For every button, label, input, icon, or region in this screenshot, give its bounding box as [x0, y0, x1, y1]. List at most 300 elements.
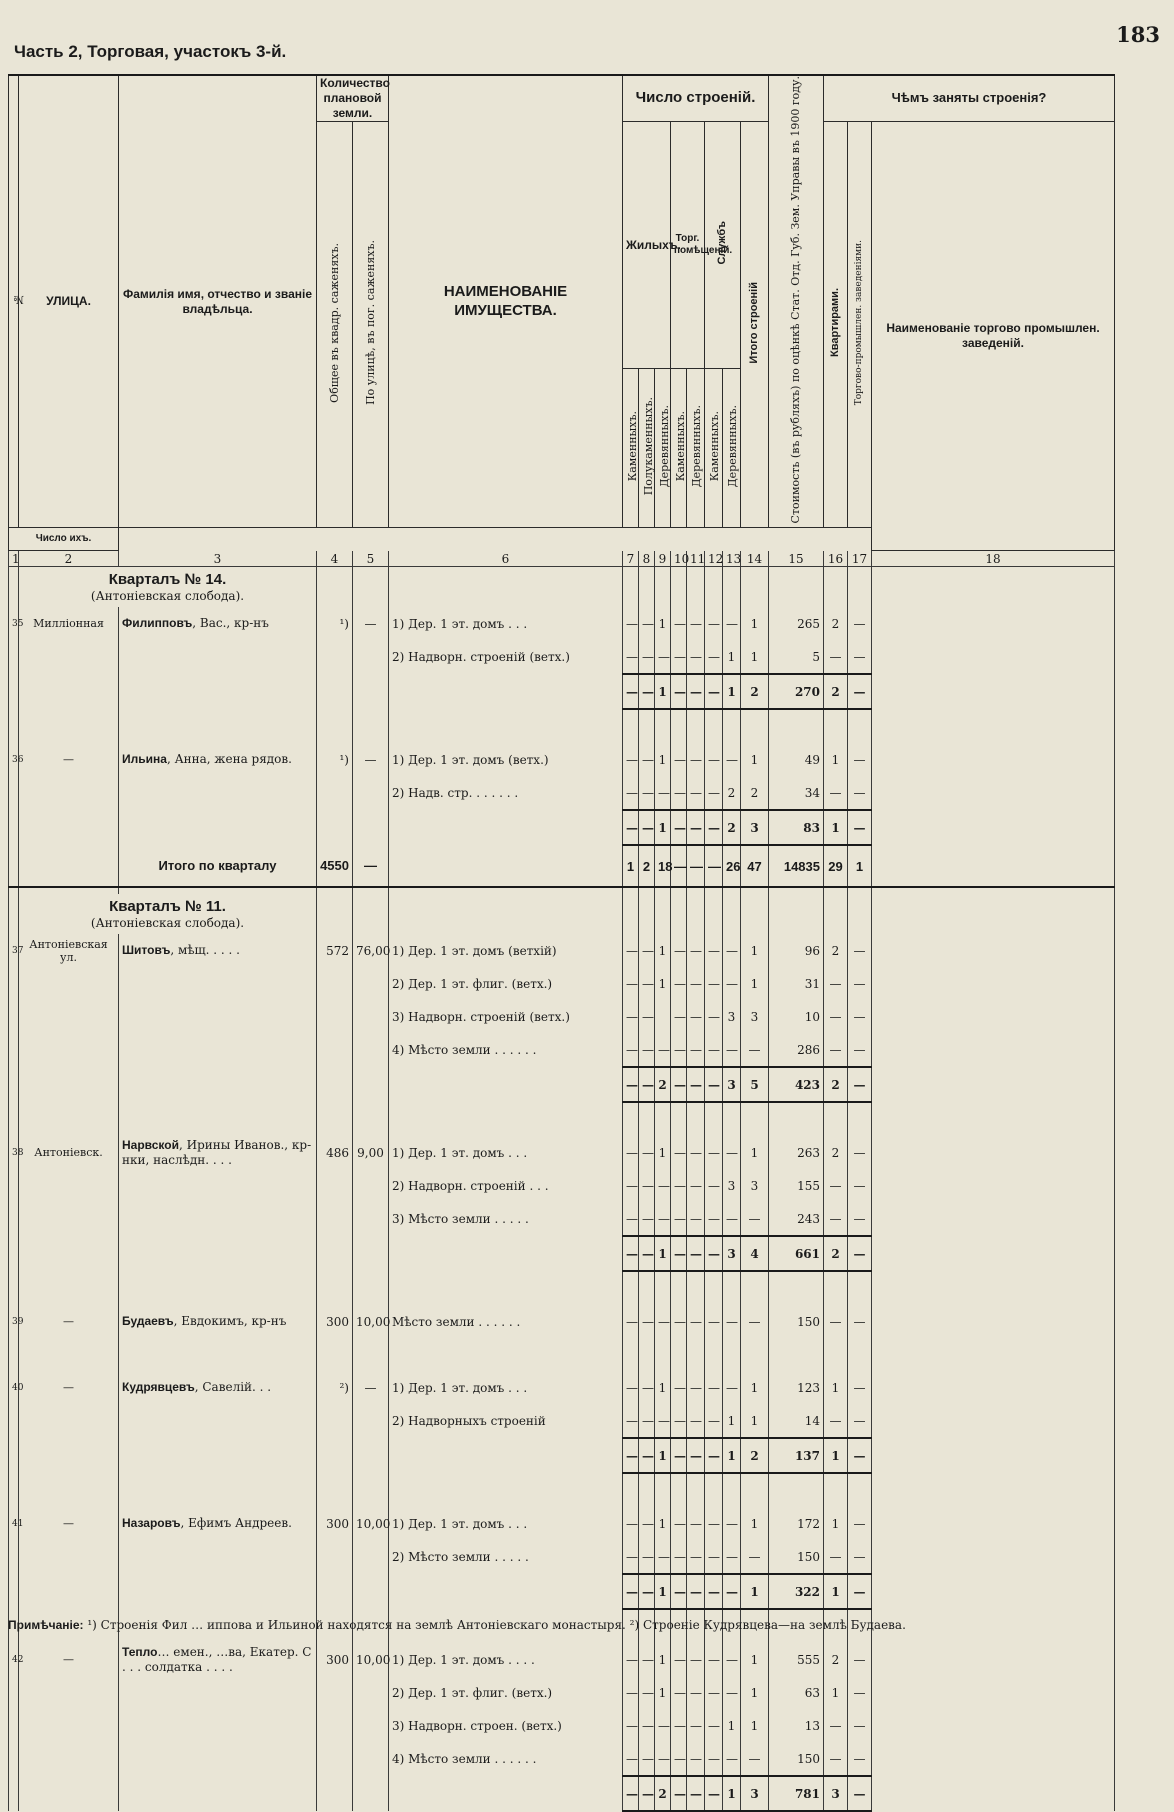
building-count-cell: —: [687, 640, 705, 674]
col-buildings-header: Число строеній.: [623, 75, 769, 122]
cell-empty: [872, 1338, 1115, 1371]
cell-empty: [705, 894, 723, 934]
building-count-cell: —: [705, 1000, 723, 1033]
owner-surname: Кудрявцевъ: [122, 1380, 195, 1395]
building-count-cell: —: [705, 640, 723, 674]
building-count-cell: —: [639, 1136, 655, 1169]
cell-empty: [389, 1102, 623, 1136]
owner-cell: [119, 934, 317, 967]
building-count-cell: —: [671, 1776, 687, 1811]
cell-empty: [655, 567, 671, 608]
street-cell: [19, 810, 119, 845]
land-street-cell: —: [353, 845, 389, 887]
building-count-cell: —: [623, 776, 639, 810]
building-count-cell: —: [705, 1742, 723, 1776]
land-total-cell: [317, 1169, 353, 1202]
building-count-cell: —: [687, 1305, 705, 1338]
building-count-cell: —: [623, 1709, 639, 1742]
land-total-cell: [317, 1404, 353, 1438]
property-cell: [389, 1438, 623, 1473]
cell-empty: [353, 1102, 389, 1136]
building-count-cell: —: [655, 1709, 671, 1742]
building-count-cell: —: [723, 1676, 741, 1709]
land-street-cell: [353, 1202, 389, 1236]
apartments-cell: 2: [824, 1643, 848, 1676]
building-count-cell: 1: [741, 1507, 769, 1540]
table-row: [9, 1676, 1115, 1709]
building-count-cell: 3: [723, 1236, 741, 1271]
building-count-cell: 1: [741, 1574, 769, 1609]
property-register-table: [8, 74, 1115, 1812]
property-cell: 1) Дер. 1 эт. домъ . . .: [389, 1371, 623, 1404]
building-count-cell: —: [705, 1371, 723, 1404]
entry-number: [9, 1067, 19, 1102]
apartments-cell: 29: [824, 845, 848, 887]
land-street-cell: [353, 810, 389, 845]
cell-empty: [824, 1338, 848, 1371]
building-count-cell: —: [687, 1540, 705, 1574]
building-count-cell: —: [655, 1305, 671, 1338]
cell-empty: [389, 1338, 623, 1371]
land-total-cell: ¹): [317, 607, 353, 640]
street-cell: —: [19, 1507, 119, 1540]
entry-number: 36: [9, 743, 19, 776]
building-count-cell: —: [705, 1438, 723, 1473]
footnote: [8, 1618, 1158, 1632]
cell-empty: [623, 1338, 639, 1371]
owner-cell: [119, 1067, 317, 1102]
building-count-cell: 18: [655, 845, 671, 887]
cell-empty: [317, 887, 353, 894]
cell-empty: [623, 894, 639, 934]
table-row: [9, 1507, 1115, 1540]
building-count-cell: —: [687, 776, 705, 810]
column-number: 11: [687, 551, 705, 567]
street-cell: [19, 1709, 119, 1742]
building-count-cell: —: [671, 674, 687, 709]
building-count-cell: —: [639, 1404, 655, 1438]
building-count-cell: 1: [655, 1574, 671, 1609]
building-count-cell: 1: [741, 1643, 769, 1676]
land-total-cell: [317, 1236, 353, 1271]
property-cell: 1) Дер. 1 эт. домъ (ветх.): [389, 743, 623, 776]
building-count-cell: —: [741, 1305, 769, 1338]
land-total-cell: ¹): [317, 743, 353, 776]
entry-number: [9, 1742, 19, 1776]
building-count-cell: —: [705, 1507, 723, 1540]
building-count-cell: —: [687, 1438, 705, 1473]
apartments-cell: —: [824, 1000, 848, 1033]
building-count-cell: —: [623, 1033, 639, 1067]
apartments-cell: 3: [824, 1776, 848, 1811]
entry-number: [9, 1202, 19, 1236]
cell-empty: [9, 1473, 19, 1507]
trade-names-cell: [872, 1136, 1115, 1169]
cell-empty: [872, 1473, 1115, 1507]
trade-names-cell: [872, 1507, 1115, 1540]
value-cell: 14: [769, 1404, 824, 1438]
cell-empty: [119, 709, 317, 743]
land-street-cell: [353, 1776, 389, 1811]
column-number: 4: [317, 551, 353, 567]
building-count-cell: —: [687, 934, 705, 967]
street-cell: [19, 845, 119, 887]
building-count-cell: 3: [741, 810, 769, 845]
cell-empty: [769, 894, 824, 934]
building-count-cell: 3: [741, 1776, 769, 1811]
trade-names-cell: [872, 810, 1115, 845]
owner-cell: [119, 1507, 317, 1540]
trade-ind-cell: —: [848, 1776, 872, 1811]
property-cell: [389, 1236, 623, 1271]
building-count-cell: —: [639, 1507, 655, 1540]
building-count-cell: —: [723, 934, 741, 967]
col-street-header: УЛИЦА.: [19, 75, 119, 528]
column-number: 16: [824, 551, 848, 567]
cell-empty: [19, 1102, 119, 1136]
subtotal-row: [9, 1236, 1115, 1271]
building-count-cell: —: [639, 743, 655, 776]
trade-names-cell: [872, 1742, 1115, 1776]
column-number: 6: [389, 551, 623, 567]
building-count-cell: —: [671, 1202, 687, 1236]
building-count-cell: —: [623, 1236, 639, 1271]
spacer-row: [9, 1338, 1115, 1371]
owner-cell: [119, 776, 317, 810]
owner-cell: [119, 1033, 317, 1067]
land-total-cell: 300: [317, 1507, 353, 1540]
cell-empty: [741, 894, 769, 934]
building-count-cell: —: [639, 1742, 655, 1776]
building-count-cell: —: [705, 607, 723, 640]
land-total-cell: [317, 967, 353, 1000]
owner-cell: [119, 607, 317, 640]
cell-empty: [119, 1271, 317, 1305]
apartments-cell: 1: [824, 810, 848, 845]
table-row: [9, 1540, 1115, 1574]
building-count-cell: —: [723, 1574, 741, 1609]
cell-empty: [317, 894, 353, 934]
cell-empty: [389, 887, 623, 894]
trade-names-cell: [872, 1236, 1115, 1271]
building-count-cell: —: [639, 1000, 655, 1033]
building-count-cell: —: [687, 1574, 705, 1609]
property-cell: 1) Дер. 1 эт. домъ . . .: [389, 1507, 623, 1540]
trade-ind-cell: —: [848, 1507, 872, 1540]
cell-empty: [769, 1338, 824, 1371]
cell-empty: [723, 894, 741, 934]
cell-empty: [353, 1271, 389, 1305]
col-res-stone: Каменныхъ.: [623, 369, 639, 528]
trade-ind-cell: —: [848, 967, 872, 1000]
building-count-cell: —: [671, 1643, 687, 1676]
apartments-cell: 1: [824, 1507, 848, 1540]
total-label: Итого по кварталу: [158, 857, 277, 873]
building-count-cell: —: [723, 1540, 741, 1574]
building-count-cell: —: [741, 1202, 769, 1236]
trade-names-cell: [872, 1574, 1115, 1609]
value-cell: 13: [769, 1709, 824, 1742]
building-count-cell: —: [687, 1507, 705, 1540]
trade-names-cell: [872, 776, 1115, 810]
building-count-cell: —: [623, 1067, 639, 1102]
cell-empty: [872, 567, 1115, 608]
land-street-cell: [353, 776, 389, 810]
building-count-cell: —: [671, 1676, 687, 1709]
page-header: [14, 22, 1164, 66]
land-total-cell: [317, 1709, 353, 1742]
subtotal-row: [9, 674, 1115, 709]
cell-empty: [741, 1102, 769, 1136]
street-cell: Антоніевская ул.: [19, 934, 119, 967]
cell-empty: [389, 1473, 623, 1507]
building-count-cell: —: [741, 1540, 769, 1574]
col-residential-header: Жилыхъ.: [623, 122, 671, 369]
building-count-cell: 1: [655, 1371, 671, 1404]
building-count-cell: 1: [723, 1776, 741, 1811]
street-cell: [19, 1067, 119, 1102]
subtotal-row: [9, 1776, 1115, 1811]
building-count-cell: —: [639, 1776, 655, 1811]
cell-empty: [9, 894, 19, 934]
table-row: [9, 934, 1115, 967]
street-cell: [19, 1169, 119, 1202]
block-title: Кварталъ № 11.: [109, 897, 226, 915]
building-count-cell: —: [723, 1742, 741, 1776]
building-count-cell: —: [671, 1033, 687, 1067]
cell-empty: [741, 887, 769, 894]
trade-ind-cell: —: [848, 1067, 872, 1102]
cell-empty: [639, 887, 655, 894]
section-title: Часть 2, Торговая, участокъ 3-й.: [14, 42, 287, 61]
cell-empty: [671, 709, 687, 743]
entry-number: 39: [9, 1305, 19, 1338]
cell-empty: [317, 709, 353, 743]
building-count-cell: —: [639, 810, 655, 845]
building-count-cell: —: [723, 1507, 741, 1540]
cell-empty: [741, 1473, 769, 1507]
building-count-cell: —: [639, 1676, 655, 1709]
cell-empty: [9, 1338, 19, 1371]
building-count-cell: 4: [741, 1236, 769, 1271]
building-count-cell: 2: [655, 1067, 671, 1102]
building-count-cell: 1: [741, 607, 769, 640]
building-count-cell: —: [623, 674, 639, 709]
trade-ind-cell: —: [848, 1742, 872, 1776]
land-total-cell: [317, 1067, 353, 1102]
table-row: [9, 1643, 1115, 1676]
cell-empty: [9, 709, 19, 743]
trade-names-cell: [872, 674, 1115, 709]
cell-empty: [389, 894, 623, 934]
building-count-cell: —: [687, 1033, 705, 1067]
building-count-cell: —: [623, 810, 639, 845]
apartments-cell: —: [824, 1709, 848, 1742]
building-count-cell: 3: [723, 1169, 741, 1202]
cell-empty: [848, 1338, 872, 1371]
land-total-cell: [317, 1676, 353, 1709]
entry-number: [9, 776, 19, 810]
building-count-cell: —: [639, 1169, 655, 1202]
owner-cell: [119, 743, 317, 776]
building-count-cell: —: [687, 967, 705, 1000]
building-count-cell: —: [705, 1676, 723, 1709]
cell-empty: [848, 1271, 872, 1305]
land-total-cell: [317, 1202, 353, 1236]
building-count-cell: —: [623, 1404, 639, 1438]
column-number: 9: [655, 551, 671, 567]
trade-names-cell: [872, 640, 1115, 674]
table-row: [9, 1371, 1115, 1404]
cell-empty: [655, 887, 671, 894]
subtotal-row: [9, 1438, 1115, 1473]
subtotal-row: [9, 1574, 1115, 1609]
land-street-cell: [353, 1000, 389, 1033]
land-total-cell: [317, 640, 353, 674]
land-street-cell: [353, 1540, 389, 1574]
cell-empty: [687, 894, 705, 934]
trade-ind-cell: —: [848, 810, 872, 845]
property-cell: 2) Надворн. строеній . . .: [389, 1169, 623, 1202]
street-cell: [19, 1540, 119, 1574]
building-count-cell: —: [623, 1676, 639, 1709]
building-count-cell: —: [687, 1643, 705, 1676]
land-street-cell: [353, 1676, 389, 1709]
value-cell: 172: [769, 1507, 824, 1540]
building-count-cell: —: [623, 1574, 639, 1609]
land-total-cell: [317, 1033, 353, 1067]
building-count-cell: —: [705, 1404, 723, 1438]
building-count-cell: 1: [741, 640, 769, 674]
cell-empty: [353, 709, 389, 743]
value-cell: 5: [769, 640, 824, 674]
entry-number: [9, 1236, 19, 1271]
land-street-cell: [353, 967, 389, 1000]
block-heading: [19, 567, 317, 608]
apartments-cell: 2: [824, 1067, 848, 1102]
building-count-cell: —: [687, 1136, 705, 1169]
cell-empty: [671, 1473, 687, 1507]
cell-empty: [687, 567, 705, 608]
building-count-cell: —: [623, 1540, 639, 1574]
entry-number: [9, 1404, 19, 1438]
cell-empty: [317, 1271, 353, 1305]
entry-number: [9, 845, 19, 887]
cell-empty: [872, 894, 1115, 934]
land-total-cell: [317, 1776, 353, 1811]
owner-surname: Назаровъ: [122, 1516, 181, 1531]
value-cell: 661: [769, 1236, 824, 1271]
entry-number: [9, 810, 19, 845]
building-count-cell: —: [705, 1643, 723, 1676]
owner-details: … емен., …ва, Екатер. С . . . солдатка . . . .: [122, 1644, 312, 1674]
building-count-cell: —: [687, 674, 705, 709]
value-cell: 123: [769, 1371, 824, 1404]
building-count-cell: 47: [741, 845, 769, 887]
cell-empty: [741, 567, 769, 608]
value-cell: 34: [769, 776, 824, 810]
cell-empty: [848, 1473, 872, 1507]
value-cell: 31: [769, 967, 824, 1000]
col-apartments-header: Квартирами.: [824, 122, 848, 528]
trade-names-cell: [872, 743, 1115, 776]
building-count-cell: —: [639, 607, 655, 640]
cell-empty: [639, 709, 655, 743]
owner-details: , Савелій. . .: [194, 1380, 272, 1395]
cell-empty: [671, 1338, 687, 1371]
col-trade-names-header: Наименованіе торгово промышлен. заведеній.: [872, 122, 1115, 551]
entry-number: [9, 1169, 19, 1202]
trade-names-cell: [872, 1776, 1115, 1811]
cell-empty: [655, 709, 671, 743]
owner-details: , Евдокимъ, кр-нъ: [173, 1314, 287, 1329]
cell-empty: [655, 1102, 671, 1136]
owner-cell: [119, 1000, 317, 1033]
value-cell: 96: [769, 934, 824, 967]
building-count-cell: —: [671, 743, 687, 776]
property-cell: 2) Надворн. строеній (ветх.): [389, 640, 623, 674]
street-cell: [19, 1742, 119, 1776]
col-trade-wooden: Деревянныхъ.: [687, 369, 705, 528]
owner-cell: [119, 810, 317, 845]
column-number: 13: [723, 551, 741, 567]
value-cell: 270: [769, 674, 824, 709]
apartments-cell: —: [824, 967, 848, 1000]
cell-empty: [848, 894, 872, 934]
building-count-cell: —: [671, 1742, 687, 1776]
building-count-cell: —: [705, 743, 723, 776]
spacer-row: [9, 1271, 1115, 1305]
street-cell: [19, 1202, 119, 1236]
building-count-cell: —: [655, 1404, 671, 1438]
building-count-cell: —: [687, 1709, 705, 1742]
land-total-cell: [317, 1574, 353, 1609]
building-count-cell: —: [623, 743, 639, 776]
owner-cell: [119, 1371, 317, 1404]
building-count-cell: —: [623, 1507, 639, 1540]
street-cell: [19, 1438, 119, 1473]
building-count-cell: —: [687, 1236, 705, 1271]
value-cell: 263: [769, 1136, 824, 1169]
building-count-cell: —: [687, 1067, 705, 1102]
building-count-cell: —: [655, 1202, 671, 1236]
cell-empty: [769, 567, 824, 608]
building-count-cell: [655, 1000, 671, 1033]
owner-cell: [119, 1438, 317, 1473]
building-count-cell: 2: [723, 776, 741, 810]
land-total-cell: [317, 674, 353, 709]
building-count-cell: —: [623, 1643, 639, 1676]
owner-cell: [119, 1305, 317, 1338]
building-count-cell: —: [655, 1540, 671, 1574]
building-count-cell: —: [639, 1305, 655, 1338]
cell-empty: [119, 1338, 317, 1371]
building-count-cell: 1: [655, 1136, 671, 1169]
apartments-cell: 1: [824, 1676, 848, 1709]
building-count-cell: —: [705, 1169, 723, 1202]
building-count-cell: 3: [723, 1067, 741, 1102]
building-count-cell: 1: [723, 1404, 741, 1438]
cell-empty: [824, 894, 848, 934]
owner-surname: Тепло: [122, 1644, 158, 1659]
column-number: 14: [741, 551, 769, 567]
owner-details: , Ирины Иванов., кр-нки, наслѣдн. . . .: [122, 1137, 312, 1167]
building-count-cell: 1: [623, 845, 639, 887]
cell-empty: [723, 1338, 741, 1371]
building-count-cell: 1: [723, 1709, 741, 1742]
entry-number: [9, 967, 19, 1000]
apartments-cell: —: [824, 1404, 848, 1438]
